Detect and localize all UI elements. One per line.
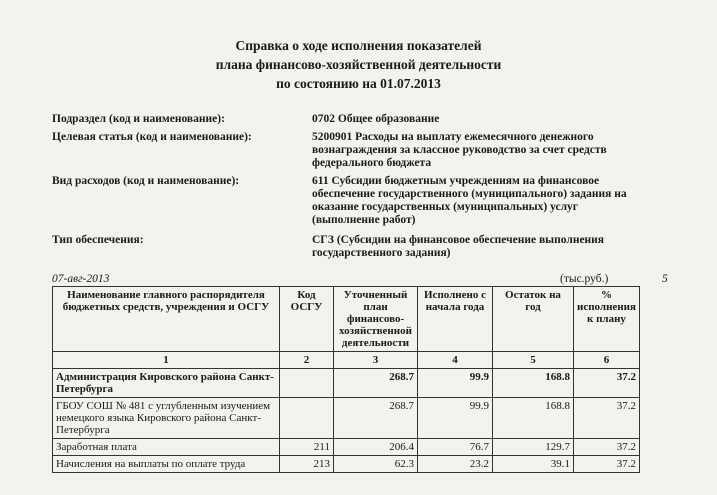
header-name: Наименование главного распорядителя бюджетных средств, учреждения и ОСГУ <box>53 287 280 352</box>
row-plan: 268.7 <box>334 369 418 398</box>
row-plan: 206.4 <box>334 439 418 456</box>
row-plan: 268.7 <box>334 398 418 439</box>
header-plan: Уточненный план финансово-хозяйственной деятельности <box>334 287 418 352</box>
row-pct: 37.2 <box>574 398 640 439</box>
meta-value: 0702 Общее образование <box>312 113 440 125</box>
table-index-row <box>53 352 640 369</box>
row-pct: 37.2 <box>574 456 640 473</box>
row-done: 23.2 <box>418 456 493 473</box>
table-row <box>53 456 640 473</box>
meta-value: 611 Субсидии бюджетным учреждениям на финансовое обеспечение государственного (муниципального) задания на оказание государственных (муниципальных) услуг (выполнение работ) <box>312 175 627 226</box>
header-pct: % исполнения к плану <box>574 287 640 352</box>
meta-label: Тип обеспечения: <box>52 234 144 246</box>
meta-label: Целевая статья (код и наименование): <box>52 131 252 143</box>
row-pct: 37.2 <box>574 369 640 398</box>
row-name: ГБОУ СОШ № 481 с углубленным изучением немецкого языка Кировского района Санкт-Петербурга <box>53 398 280 439</box>
row-code <box>280 398 334 439</box>
meta-label: Вид расходов (код и наименование): <box>52 175 240 187</box>
index-cell: 5 <box>493 352 574 369</box>
table-row <box>53 439 640 456</box>
title-line-3: по состоянию на 01.07.2013 <box>276 76 441 91</box>
row-code: 211 <box>280 439 334 456</box>
row-code: 213 <box>280 456 334 473</box>
row-plan: 62.3 <box>334 456 418 473</box>
index-cell: 2 <box>280 352 334 369</box>
row-name: Начисления на выплаты по оплате труда <box>53 456 280 473</box>
row-rest: 168.8 <box>493 369 574 398</box>
meta-value: 5200901 Расходы на выплату ежемесячного денежного вознаграждения за классное руководство за счет средств федерального бюджета <box>312 131 607 169</box>
meta-label: Подраздел (код и наименование): <box>52 113 225 125</box>
title-line-1: Справка о ходе исполнения показателей <box>235 38 482 53</box>
index-cell: 4 <box>418 352 493 369</box>
execution-table <box>52 286 640 473</box>
header-done: Исполнено с начала года <box>418 287 493 352</box>
row-done: 99.9 <box>418 398 493 439</box>
row-code <box>280 369 334 398</box>
table-header-row <box>53 287 640 352</box>
header-code: Код ОСГУ <box>280 287 334 352</box>
document-title <box>0 36 717 93</box>
index-cell: 6 <box>574 352 640 369</box>
row-rest: 129.7 <box>493 439 574 456</box>
title-line-2: плана финансово-хозяйственной деятельности <box>215 57 502 72</box>
row-name: Заработная плата <box>53 439 280 456</box>
table-row <box>53 369 640 398</box>
header-rest: Остаток на год <box>493 287 574 352</box>
row-rest: 168.8 <box>493 398 574 439</box>
page-number: 5 <box>662 273 668 285</box>
table-row <box>53 398 640 439</box>
meta-value: СГЗ (Субсидии на финансовое обеспечение выполнения государственного задания) <box>312 234 605 259</box>
report-date: 07-авг-2013 <box>52 273 110 285</box>
index-cell: 3 <box>334 352 418 369</box>
units-label: (тыс.руб.) <box>560 273 609 285</box>
row-done: 76.7 <box>418 439 493 456</box>
row-name: Администрация Кировского района Санкт-Петербурга <box>53 369 280 398</box>
row-pct: 37.2 <box>574 439 640 456</box>
row-rest: 39.1 <box>493 456 574 473</box>
row-done: 99.9 <box>418 369 493 398</box>
index-cell: 1 <box>53 352 280 369</box>
